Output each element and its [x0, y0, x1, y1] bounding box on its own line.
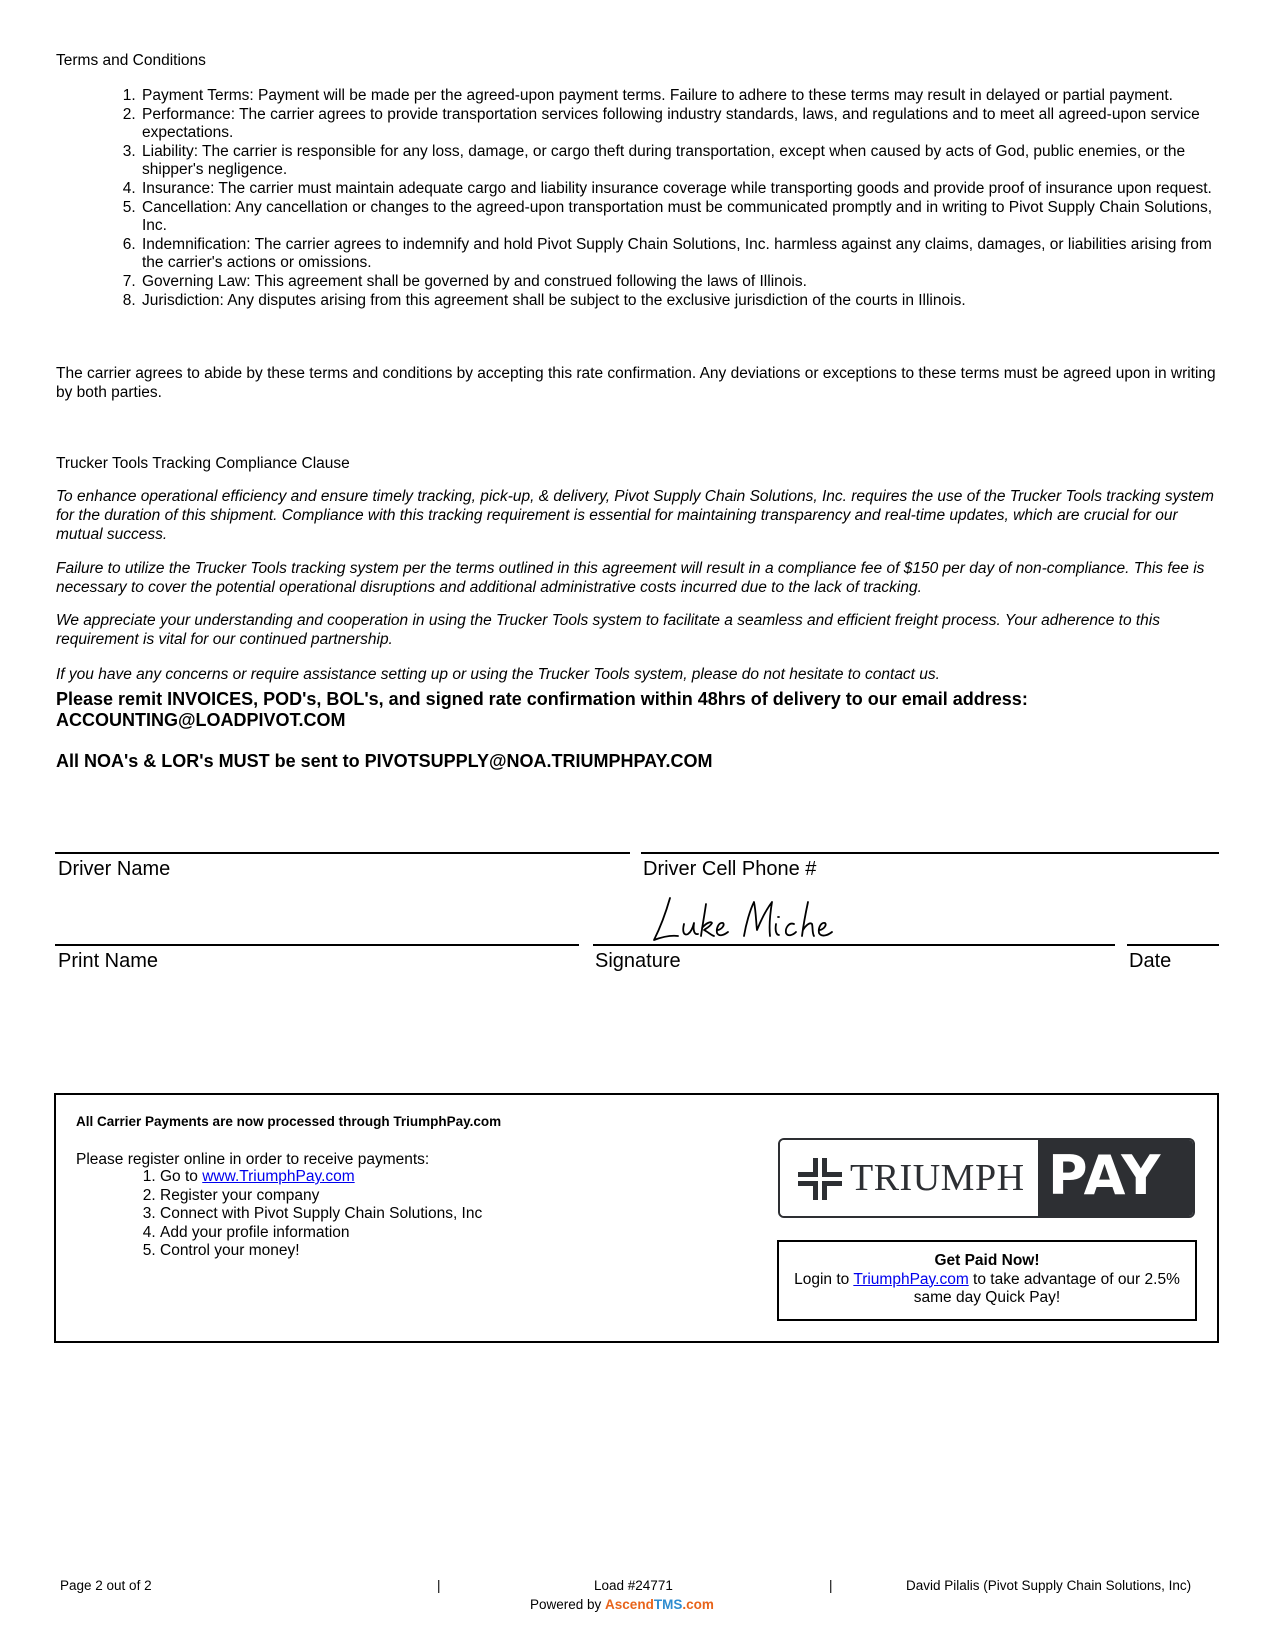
triumphpay-logo-left [780, 1140, 1038, 1216]
pay-wordmark: PAY [1048, 1144, 1162, 1207]
tracking-paragraph: Failure to utilize the Trucker Tools tracking system per the terms outlined in this agreement will result in a compliance fee of $150 per day of non-compliance. This fee is necessary to cover the potential operational disruptions and additional administrative costs incurred due to the lack of tracking. [56, 560, 1205, 596]
triumphpay-link[interactable]: www.TriumphPay.com [202, 1168, 355, 1185]
footer-page-number: Page 2 out of 2 [60, 1578, 152, 1593]
quickpay-triumphpay-link[interactable]: TriumphPay.com [853, 1270, 969, 1288]
term-item-jurisdiction: 8. Jurisdiction: Any disputes arising from this agreement shall be subject to the exclusive jurisdiction of the courts in Illinois. [140, 292, 1226, 311]
tracking-paragraph: We appreciate your understanding and cooperation in using the Trucker Tools system to facilitate a seamless and efficient freight process. Your adherence to this requirement is vital for our continued partnership. [56, 612, 1160, 648]
brand-tms: TMS [653, 1597, 683, 1612]
payment-step: 4. Add your profile information [160, 1224, 676, 1243]
payment-step: 5. Control your money! [160, 1242, 676, 1261]
tracking-heading: Trucker Tools Tracking Compliance Clause [56, 455, 350, 472]
signature-label: Signature [595, 950, 681, 972]
quickpay-title: Get Paid Now! [934, 1252, 1040, 1269]
payment-intro: Please register online in order to receive payments: [76, 1151, 430, 1168]
quickpay-box [777, 1240, 1197, 1321]
term-item-insurance: 4. Insurance: The carrier must maintain adequate cargo and liability insurance coverage while transporting goods and provide proof of insurance upon request. [140, 180, 1226, 199]
footer-company: David Pilalis (Pivot Supply Chain Solutions, Inc) [906, 1578, 1192, 1593]
remit-notice: Please remit INVOICES, POD's, BOL's, and signed rate confirmation within 48hrs of delivery to our email address: ACCOUNTING@LOADPIVOT.COM [56, 689, 1028, 730]
payment-steps-list [76, 1168, 676, 1261]
triumphpay-logo [778, 1138, 1195, 1218]
footer-powered-by [530, 1597, 714, 1612]
driver-name-label: Driver Name [58, 858, 171, 880]
triumph-wordmark: TRIUMPH [850, 1157, 1025, 1199]
tracking-paragraph: If you have any concerns or require assistance setting up or using the Trucker Tools system, please do not hesitate to contact us. [56, 666, 940, 683]
quickpay-text [779, 1271, 1195, 1308]
driver-phone-label: Driver Cell Phone # [643, 858, 817, 880]
brand-ascend: Ascend [605, 1597, 654, 1612]
driver-name-line[interactable] [55, 852, 630, 854]
footer-load-number: Load #24771 [594, 1578, 673, 1593]
term-item-payment: 1. Payment Terms: Payment will be made per the agreed-upon payment terms. Failure to adhere to these terms may result in delayed or partial payment. [140, 87, 1226, 106]
date-label: Date [1129, 950, 1172, 972]
payment-step [160, 1168, 676, 1187]
handwritten-signature [648, 890, 848, 950]
brand-com: .com [682, 1597, 714, 1612]
quickpay-login-suffix: to take advantage of our 2.5% same day Quick Pay! [913, 1270, 1180, 1307]
term-item-indemnification: 6. Indemnification: The carrier agrees to indemnify and hold Pivot Supply Chain Solutions, Inc. harmless against any claims, damages, or liabilities arising from the carrier's actions or omissions. [140, 236, 1226, 273]
term-item-cancellation: 5. Cancellation: Any cancellation or changes to the agreed-upon transportation must be communicated promptly and in writing to Pivot Supply Chain Solutions, Inc. [140, 199, 1226, 236]
payment-step: 3. Connect with Pivot Supply Chain Solutions, Inc [160, 1205, 676, 1224]
term-item-performance: 2. Performance: The carrier agrees to provide transportation services following industry standards, laws, and regulations and to meet all agreed-upon service expectations. [140, 106, 1226, 143]
triumphpay-logo-right [1038, 1140, 1193, 1216]
payment-step-text: Go to [160, 1168, 203, 1185]
powered-by-text: Powered by [530, 1597, 606, 1612]
term-item-governing-law: 7. Governing Law: This agreement shall be governed by and construed following the laws of Illinois. [140, 273, 1226, 292]
payment-step: 2. Register your company [160, 1187, 676, 1206]
term-item-liability: 3. Liability: The carrier is responsible for any loss, damage, or cargo theft during transportation, except when caused by acts of God, public enemies, or the shipper's negligence. [140, 143, 1226, 180]
signature-line[interactable] [593, 944, 1115, 946]
date-line[interactable] [1127, 944, 1219, 946]
noa-notice: All NOA's & LOR's MUST be sent to PIVOTSUPPLY@NOA.TRIUMPHPAY.COM [56, 751, 713, 771]
driver-phone-line[interactable] [641, 852, 1219, 854]
payment-heading: All Carrier Payments are now processed through TriumphPay.com [76, 1114, 502, 1129]
quickpay-login-prefix: Login to [794, 1270, 854, 1288]
triumph-cross-icon [798, 1158, 842, 1200]
print-name-line[interactable] [55, 944, 579, 946]
footer-separator: | [829, 1578, 833, 1593]
terms-closing-paragraph: The carrier agrees to abide by these terms and conditions by accepting this rate confirmation. Any deviations or exceptions to these terms must be agreed upon in writing by both parties. [56, 365, 1216, 401]
print-name-label: Print Name [58, 950, 159, 972]
terms-heading: Terms and Conditions [56, 52, 206, 69]
tracking-paragraph: To enhance operational efficiency and ensure timely tracking, pick-up, & delivery, Pivot Supply Chain Solutions, Inc. requires the use of the Trucker Tools tracking system for the duration of this shipment. Compliance with this tracking requirement is essential for maintaining transparency and real-time updates, which are crucial for our mutual success. [56, 488, 1214, 543]
terms-list [56, 87, 1226, 310]
footer-separator: | [437, 1578, 441, 1593]
